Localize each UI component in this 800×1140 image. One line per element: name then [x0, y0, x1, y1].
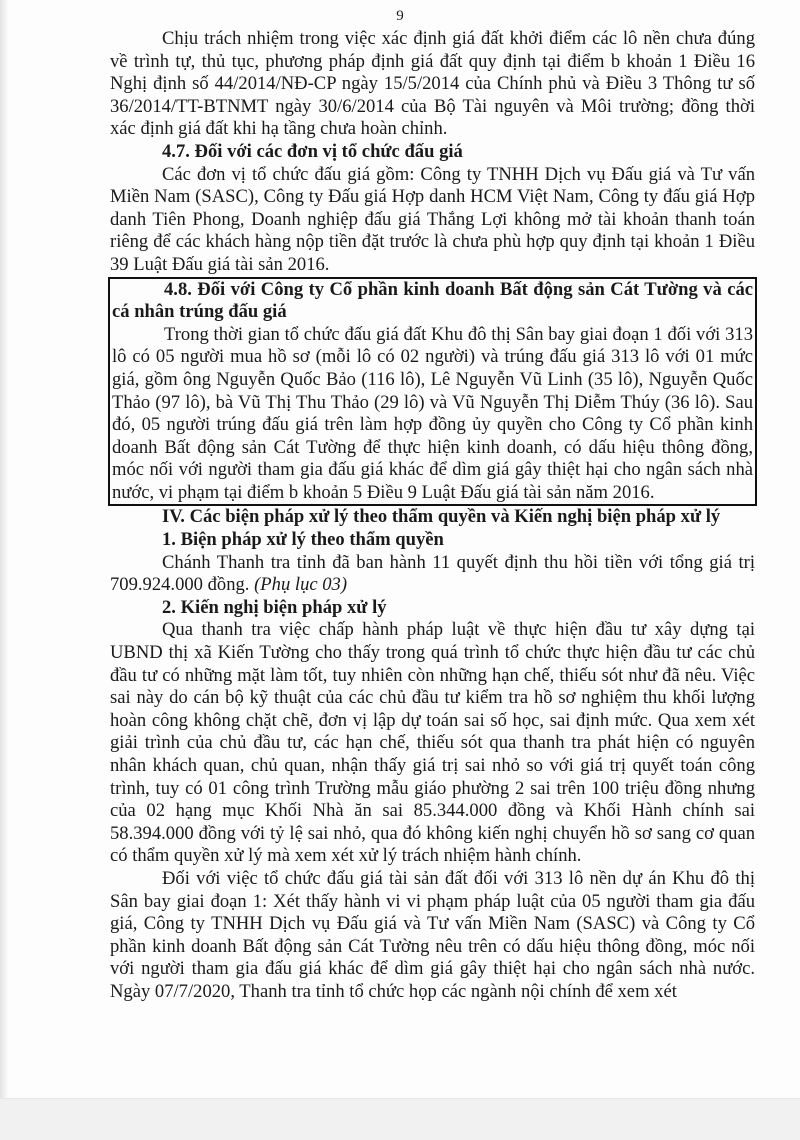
highlight-box-4-8: [108, 277, 757, 507]
page-number: 9: [396, 8, 404, 24]
paragraph-cat-tuong: Trong thời gian tổ chức đấu giá đất Khu đô thị Sân bay giai đoạn 1 đối với 313 lô có 05 người mua hồ sơ (mỗi lô có 02 người) và trúng đấu giá 313 lô với 01 mức giá, gồm ông Nguyễn Quốc Bảo (116 lô), Lê Nguyễn Vũ Linh (35 lô), Nguyễn Quốc Thảo (97 lô), bà Vũ Thị Thu Thảo (29 lô) và Vũ Nguyễn Thị Diễm Thúy (36 lô). Sau đó, 05 người trúng đấu giá trên làm hợp đồng ủy quyền cho Công ty Cổ phần kinh doanh Bất động sản Cát Tường để thực hiện kinh doanh, có dấu hiệu thông đồng, móc nối với người tham gia đấu giá khác để dìm giá gây thiệt hại cho ngân sách nhà nước, vi phạm tại điểm b khoản 5 Điều 9 Luật Đấu giá tài sản năm 2016.: [112, 323, 753, 503]
heading-measures-authority: 1. Biện pháp xử lý theo thẩm quyền: [162, 529, 444, 551]
recovery-text: Chánh Thanh tra tỉnh đã ban hành 11 quyết định thu hồi tiền với tổng giá trị 709.924.000 đồng.: [110, 551, 755, 596]
appendix-reference: (Phụ lục 03): [254, 574, 348, 596]
heading-section-iv: IV. Các biện pháp xử lý theo thẩm quyền và Kiến nghị biện pháp xử lý: [162, 506, 721, 528]
paragraph-responsibility: Chịu trách nhiệm trong việc xác định giá đất khởi điểm các lô nền chưa đúng về trình tự, thủ tục, phương pháp định giá đất quy định tại điểm b khoản 1 Điều 16 Nghị định số 44/2014/NĐ-CP ngày 15/5/2014 của Chính phủ và Điều 3 Thông tư số 36/2014/TT-BTNMT ngày 30/6/2014 của Bộ Tài nguyên và Môi trường; đồng thời xác định giá đất khi hạ tầng chưa hoàn chỉnh.: [110, 28, 755, 140]
page-bottom-strip: [0, 1098, 800, 1140]
paragraph-auction-units: Các đơn vị tổ chức đấu giá gồm: Công ty TNHH Dịch vụ Đấu giá và Tư vấn Miền Nam (SASC), Công ty Đấu giá Hợp danh HCM Việt Nam, Công ty đấu giá Hợp danh Tiên Phong, Doanh nghiệp đấu giá Thắng Lợi không mở tài khoản thanh toán riêng để các khách hàng nộp tiền đặt trước là chưa phù hợp quy định tại khoản 1 Điều 39 Luật Đấu giá tài sản 2016.: [110, 163, 755, 275]
heading-recommendations: 2. Kiến nghị biện pháp xử lý: [162, 596, 387, 618]
paragraph-auction-violation: Đối với việc tổ chức đấu giá tài sản đất đối với 313 lô nền dự án Khu đô thị Sân bay giai đoạn 1: Xét thấy hành vi vi phạm pháp luật của 05 người tham gia đấu giá, Công ty TNHH Dịch vụ Đấu giá và Tư vấn Miền Nam (SASC) và Công ty Cổ phần kinh doanh Bất động sản Cát Tường nêu trên có dấu hiệu thông đồng, móc nối với người tham gia đấu giá khác để dìm giá gây thiệt hại cho ngân sách nhà nước. Ngày 07/7/2020, Thanh tra tỉnh tổ chức họp các ngành nội chính để xem xét: [110, 867, 755, 1002]
document-body: [110, 28, 755, 1004]
paragraph-inspection-findings: Qua thanh tra việc chấp hành pháp luật về thực hiện đầu tư xây dựng tại UBND thị xã Kiến Tường cho thấy trong quá trình tổ chức thực hiện đầu tư các chủ đầu tư có những mặt làm tốt, tuy nhiên còn những hạn chế, thiếu sót như đã nêu. Việc sai này do cán bộ kỹ thuật của các chủ đầu tư kiểm tra hồ sơ nghiệm thu khối lượng hoàn công không chặt chẽ, đơn vị lập dự toán sai số học, sai định mức. Qua xem xét giải trình của chủ đầu tư, các hạn chế, thiếu sót qua thanh tra phát hiện có nguyên nhân khách quan, chủ quan, nhận thấy giá trị sai nhỏ so với giá trị quyết toán công trình, tuy có 01 công trình Trường mẫu giáo phường 2 sai trên 100 triệu đồng nhưng của 02 hạng mục Khối Nhà ăn sai 85.344.000 đồng và Khối Hành chính sai 58.394.000 đồng với tỷ lệ sai nhỏ, qua đó không kiến nghị chuyển hồ sơ sang cơ quan có thẩm quyền xử lý mà xem xét xử lý trách nhiệm hành chính.: [110, 619, 755, 867]
page-left-shadow: [0, 0, 8, 1139]
heading-4-7: 4.7. Đối với các đơn vị tổ chức đấu giá: [162, 140, 463, 162]
paragraph-recovery-decisions: [110, 552, 755, 597]
heading-4-8: 4.8. Đối với Công ty Cổ phần kinh doanh Bất động sản Cát Tường và các cá nhân trúng đấu giá: [112, 278, 753, 323]
